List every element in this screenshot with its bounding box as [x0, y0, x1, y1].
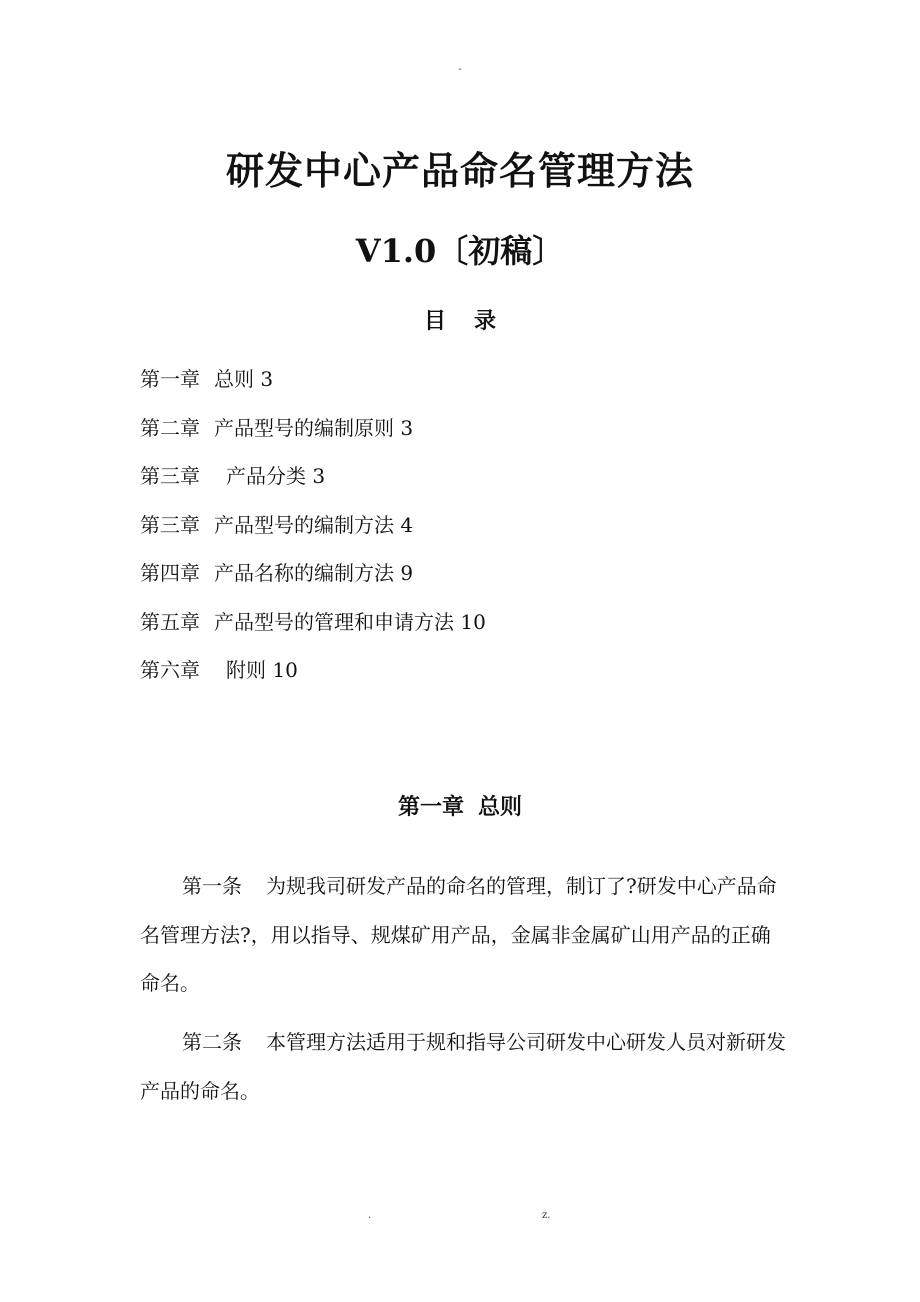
article-label: 第二条	[182, 1030, 242, 1054]
article-paragraph	[140, 1018, 790, 1115]
toc-item[interactable]	[140, 508, 800, 557]
footer-right-mark: z.	[542, 1210, 551, 1221]
toc-chapter-title: 产品型号的编制原则 3	[214, 415, 414, 440]
toc-chapter-number: 第三章	[140, 512, 200, 537]
toc-item[interactable]	[140, 459, 800, 508]
chapter-heading	[0, 790, 920, 821]
article-text: 本管理方法适用于规和指导公司研发中心研发人员对新研发产品的命名。	[140, 1030, 786, 1103]
article-label: 第一条	[182, 874, 242, 898]
toc-chapter-number: 第二章	[140, 415, 200, 440]
article-text: 为规我司研发产品的命名的管理，制订了?研发中心产品命名管理方法?，用以指导、规煤矿用产品，金属非金属矿山用产品的正确命名。	[140, 874, 777, 995]
toc-chapter-title: 产品型号的编制方法 4	[214, 512, 414, 537]
toc-item[interactable]	[140, 653, 800, 702]
toc-chapter-number: 第一章	[140, 367, 200, 391]
toc-chapter-number: 第四章	[140, 561, 200, 585]
chapter-title: 总则	[478, 794, 523, 820]
table-of-contents	[140, 362, 800, 702]
toc-chapter-number: 第三章	[140, 464, 200, 488]
toc-chapter-number: 第六章	[140, 658, 200, 682]
article-paragraph	[140, 862, 790, 1008]
toc-item[interactable]	[140, 605, 800, 654]
toc-item[interactable]	[140, 411, 800, 460]
header-mark: -	[458, 64, 462, 75]
toc-item[interactable]	[140, 362, 800, 411]
document-version: V1.0〔初稿〕	[355, 232, 565, 270]
toc-chapter-title: 总则 3	[214, 367, 274, 391]
toc-item[interactable]	[140, 556, 800, 605]
footer-left-mark: .	[368, 1210, 372, 1221]
toc-chapter-title: 产品分类 3	[226, 464, 326, 488]
toc-heading: 目录	[423, 308, 524, 334]
chapter-number: 第一章	[397, 794, 464, 820]
toc-chapter-title: 附则 10	[226, 658, 298, 682]
toc-chapter-number: 第五章	[140, 609, 200, 634]
toc-chapter-title: 产品型号的管理和申请方法 10	[214, 609, 486, 634]
document-title: 研发中心产品命名管理方法	[225, 148, 694, 193]
toc-chapter-title: 产品名称的编制方法 9	[214, 561, 414, 585]
